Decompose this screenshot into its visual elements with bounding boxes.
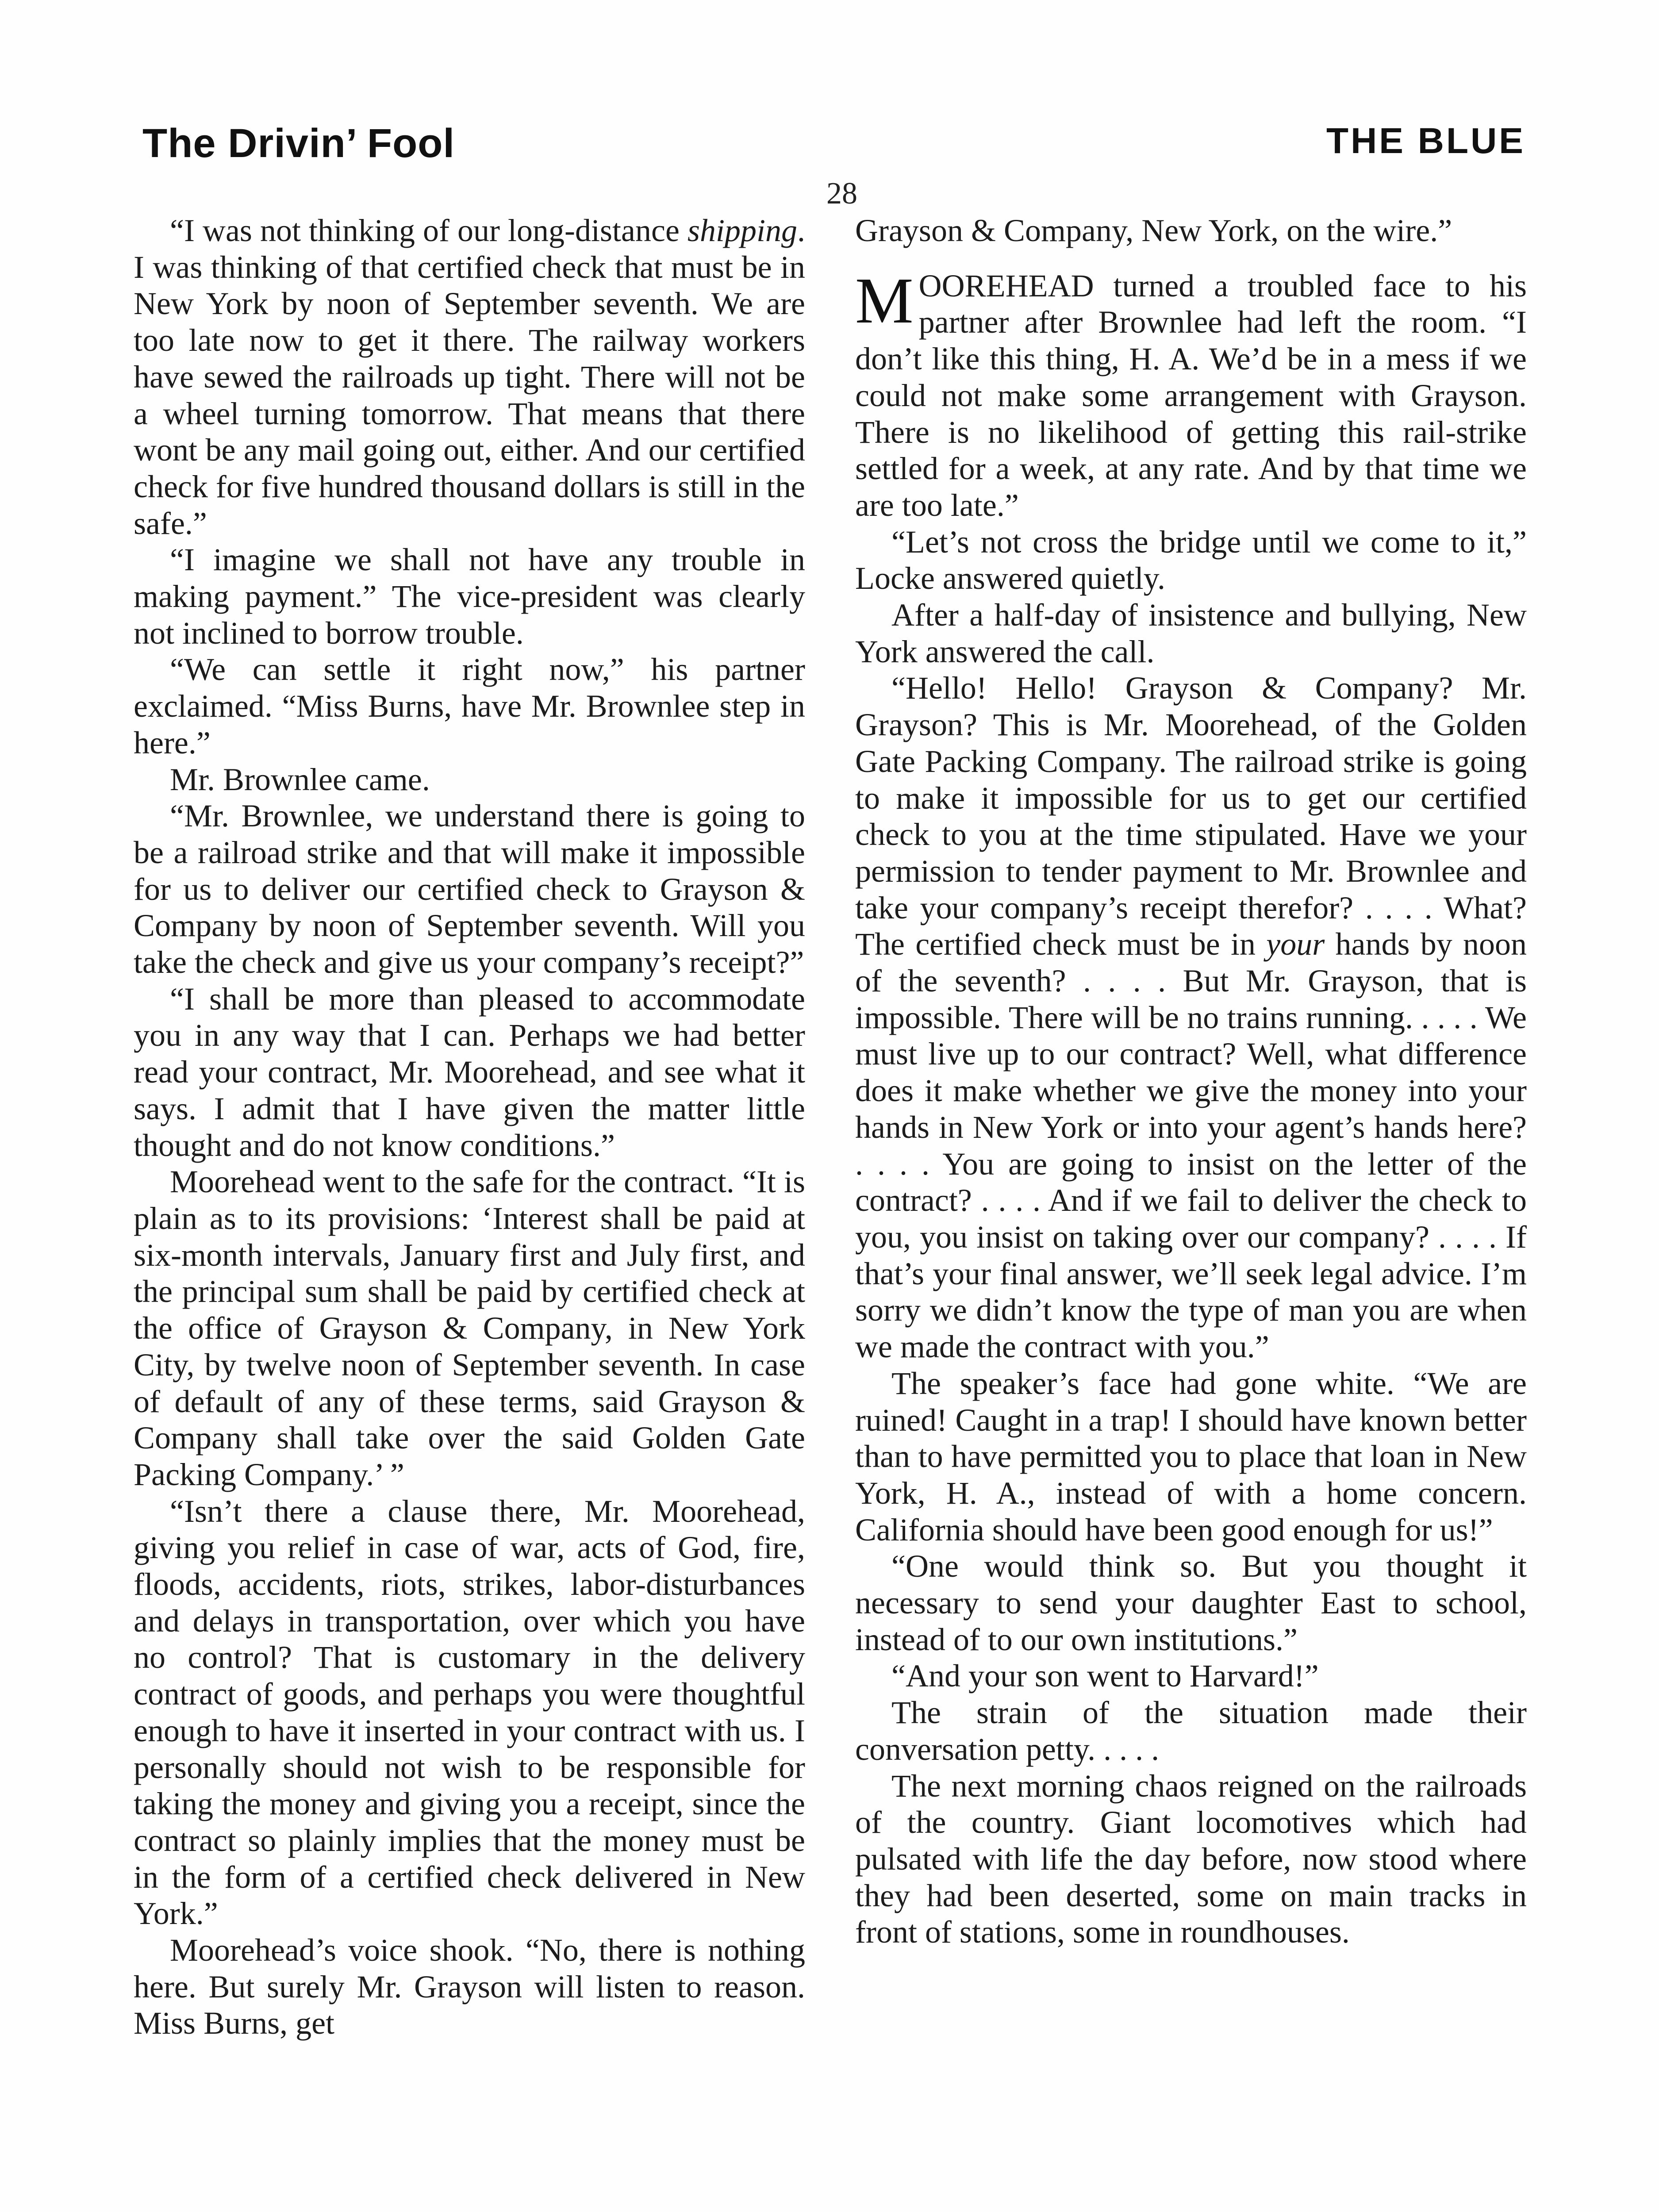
paragraph: “I was not thinking of our long-distance shipping. I was thinking of that certified check that must be in New York by noon of September seventh. We are too late now to get it there. The railway workers have sewed the railroads up tight. There will not be a wheel turning tomorrow. That means that there wont be any mail going out, either. And our certified check for five hundred thousand dollars is still in the safe.”	[134, 213, 805, 541]
paragraph: The next morning chaos reigned on the railroads of the country. Giant locomotives which had pulsated with life the day before, now stood where they had been deserted, some on main tracks in front of stations, some in roundhouses.	[855, 1768, 1527, 1950]
page-number: 28	[826, 177, 857, 211]
paragraph: “Hello! Hello! Grayson & Company? Mr. Grayson? This is Mr. Moorehead, of the Golden Gate Packing Company. The railroad strike is going to make it impossible for us to get our certified check to you at the time stipulated. Have we your permission to tender payment to Mr. Brownlee and take your company’s receipt therefor? . . . . What? The certified check must be in your hands by noon of the seventh? . . . . But Mr. Grayson, that is impossible. There will be no trains running. . . . . We must live up to our contract? Well, what difference does it make whether we give the money into your hands in New York or into your agent’s hands here? . . . . You are going to insist on the letter of the contract? . . . . And if we fail to deliver the check to you, you insist on taking over our company? . . . . If that’s your final answer, we’ll seek legal advice. I’m sorry we didn’t know the type of man you are when we made the contract with you.”	[855, 670, 1527, 1365]
paragraph: After a half-day of insistence and bullying, New York answered the call.	[855, 597, 1527, 669]
paragraph: “And your son went to Harvard!”	[891, 1658, 1319, 1694]
running-title: The Drivin’ Fool	[142, 121, 455, 166]
paragraph: “Isn’t there a clause there, Mr. Moorehead, giving you relief in case of war, acts of God, fire, floods, accidents, riots, strikes, labor-disturbances and delays in transportation, over which you have no control? That is customary in the delivery contract of goods, and perhaps you were thoughtful enough to have it inserted in your contract with us. I personally should not wish to be responsible for taking the money and giving you a receipt, since the contract so plainly implies that the money must be in the form of a certified check delivered in New York.”	[134, 1493, 805, 1932]
magazine-title: THE BLUE	[1326, 121, 1525, 161]
paragraph: “I imagine we shall not have any trouble in making payment.” The vice-president was clearly not inclined to borrow trouble.	[134, 542, 805, 651]
left-column	[134, 212, 805, 2042]
paragraph: “We can settle it right now,” his partner exclaimed. “Miss Burns, have Mr. Brownlee step in here.”	[134, 652, 805, 760]
paragraph: Mr. Brownlee came.	[170, 761, 430, 797]
drop-cap: M	[855, 264, 914, 337]
paragraph: “One would think so. But you thought it necessary to send your daughter East to school, instead of to our own institutions.”	[855, 1548, 1527, 1657]
paragraph: Moorehead’s voice shook. “No, there is nothing here. But surely Mr. Grayson will listen to reason. Miss Burns, get	[134, 1932, 805, 2041]
paragraph-continuation: Grayson & Company, New York, on the wire.”	[855, 213, 1452, 248]
paragraph: “I shall be more than pleased to accommodate you in any way that I can. Perhaps we had better read your contract, Mr. Moorehead, and see what it says. I admit that I have given the matter little thought and do not know conditions.”	[134, 981, 805, 1163]
emphasis: shipping	[687, 213, 797, 248]
emphasis: your	[1266, 926, 1325, 962]
paragraph: “Mr. Brownlee, we understand there is going to be a railroad strike and that will make it impossible for us to deliver our certified check to Grayson & Company by noon of September seventh. Will you take the check and give us your company’s receipt?”	[134, 798, 805, 980]
paragraph: The strain of the situation made their conversation petty. . . . .	[855, 1695, 1527, 1767]
right-column	[855, 212, 1527, 1951]
paragraph: “Let’s not cross the bridge until we come to it,” Locke answered quietly.	[855, 524, 1527, 596]
paragraph: The speaker’s face had gone white. “We are ruined! Caught in a trap! I should have known better than to have permitted you to place that loan in New York, H. A., instead of with a home concern. California should have been good enough for us!”	[855, 1365, 1527, 1548]
section-start-paragraph: MOOREHEAD turned a troubled face to his partner after Brownlee had left the room. “I don’t like this thing, H. A. We’d be in a mess if we could not make some arrangement with Grayson. There is no likelihood of getting this rail-strike settled for a week, at any rate. And by that time we are too late.”	[855, 264, 1527, 523]
paragraph: Moorehead went to the safe for the contract. “It is plain as to its provisions: ‘Interest shall be paid at six-month intervals, January first and July first, and the principal sum shall be paid by certified check at the office of Grayson & Company, in New York City, by twelve noon of September seventh. In case of default of any of these terms, said Grayson & Company shall take over the said Golden Gate Packing Company.’ ”	[134, 1164, 805, 1492]
